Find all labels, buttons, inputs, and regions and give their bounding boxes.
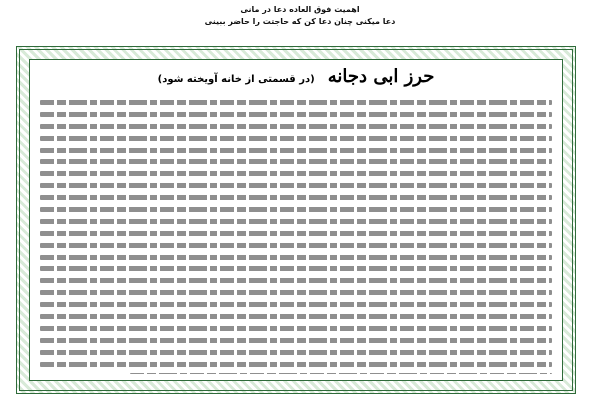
text-line <box>40 112 552 117</box>
text-line <box>40 100 552 105</box>
text-frame <box>29 59 563 381</box>
text-line <box>40 195 552 200</box>
text-line <box>40 362 552 367</box>
text-line <box>40 338 552 343</box>
text-line <box>40 207 552 212</box>
body-text <box>40 100 552 374</box>
text-line <box>40 278 552 283</box>
text-line <box>40 350 552 355</box>
text-line <box>40 124 552 129</box>
text-line <box>40 326 552 331</box>
text-line <box>40 255 552 260</box>
text-line <box>40 302 552 307</box>
text-line <box>40 266 552 271</box>
text-line <box>40 243 552 248</box>
ornamental-border <box>16 46 576 394</box>
text-line <box>40 183 552 188</box>
text-line <box>40 136 552 141</box>
text-line <box>130 373 552 374</box>
text-line <box>40 314 552 319</box>
page-header <box>12 4 588 44</box>
text-line <box>40 290 552 295</box>
text-line <box>40 148 552 153</box>
header-line-2: دعا میکنی چنان دعا کن که حاجتت را حاضر ببینی <box>204 17 396 26</box>
text-line <box>40 171 552 176</box>
text-line <box>40 159 552 164</box>
title-block <box>30 66 562 87</box>
document-subtitle: (در قسمتی از خانه آویخته شود) <box>157 74 315 85</box>
text-line <box>40 231 552 236</box>
document-title: حرز ابی دجانه <box>327 66 435 87</box>
header-line-1: اهمیت فوق العاده دعا در مانی <box>240 5 360 14</box>
text-line <box>40 219 552 224</box>
